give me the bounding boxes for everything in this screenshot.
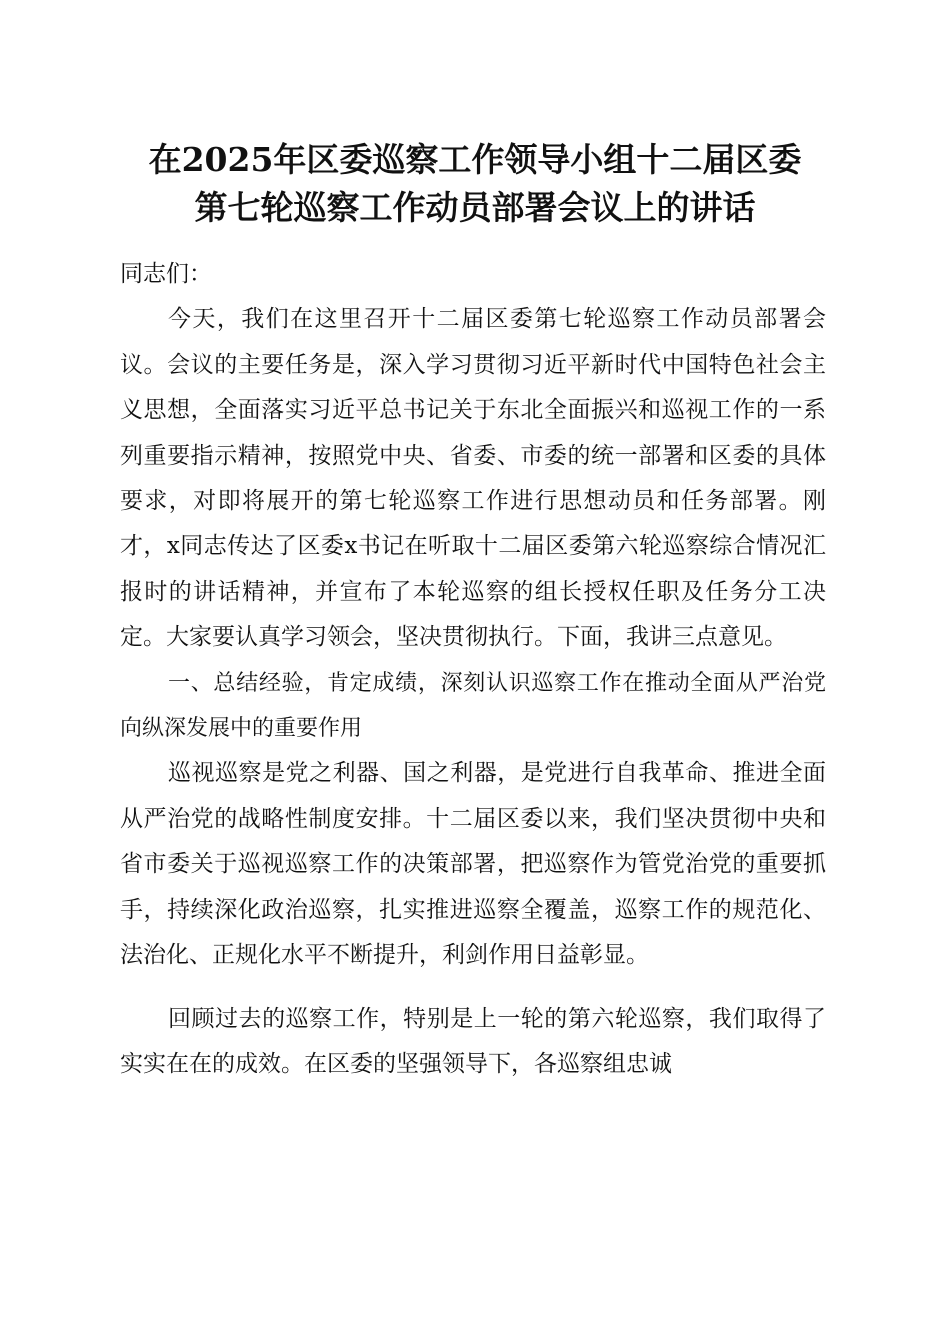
section-heading-1: 一、总结经验，肯定成绩，深刻认识巡察工作在推动全面从严治党向纵深发展中的重要作用	[120, 670, 826, 742]
paragraph-opening: 今天，我们在这里召开十二届区委第七轮巡察工作动员部署会议。会议的主要任务是，深入学习贯彻习近平新时代中国特色社会主义思想，全面落实习近平总书记关于东北全面振兴和巡视工作的一系列重要指示精神，按照党中央、省委、市委的统一部署和区委的具体要求，对即将展开的第七轮巡察工作进行思想动员和任务部署。刚才，x同志传达了区委x书记在听取十二届区委第六轮巡察综合情况汇报时的讲话精神，并宣布了本轮巡察的组长授权任职及任务分工决定。大家要认真学习领会，坚决贯彻执行。下面，我讲三点意见。	[120, 306, 826, 651]
paragraph-section1-2: 回顾过去的巡察工作，特别是上一轮的第六轮巡察，我们取得了实实在在的成效。在区委的坚强领导下，各巡察组忠诚	[120, 1005, 826, 1077]
paragraph-section1-1: 巡视巡察是党之利器、国之利器，是党进行自我革命、推进全面从严治党的战略性制度安排。十二届区委以来，我们坚决贯彻中央和省市委关于巡视巡察工作的决策部署，把巡察作为管党治党的重要抓手，持续深化政治巡察，扎实推进巡察全覆盖，巡察工作的规范化、法治化、正规化水平不断提升，利剑作用日益彰显。	[120, 760, 826, 969]
salutation: 同志们：	[120, 261, 212, 287]
document-title	[110, 136, 840, 232]
document-body	[120, 252, 826, 1087]
title-line-2: 第七轮巡察工作动员部署会议上的讲话	[194, 188, 756, 227]
title-line-1: 在2025年区委巡察工作领导小组十二届区委	[148, 140, 802, 179]
paragraph-gap	[120, 979, 826, 997]
